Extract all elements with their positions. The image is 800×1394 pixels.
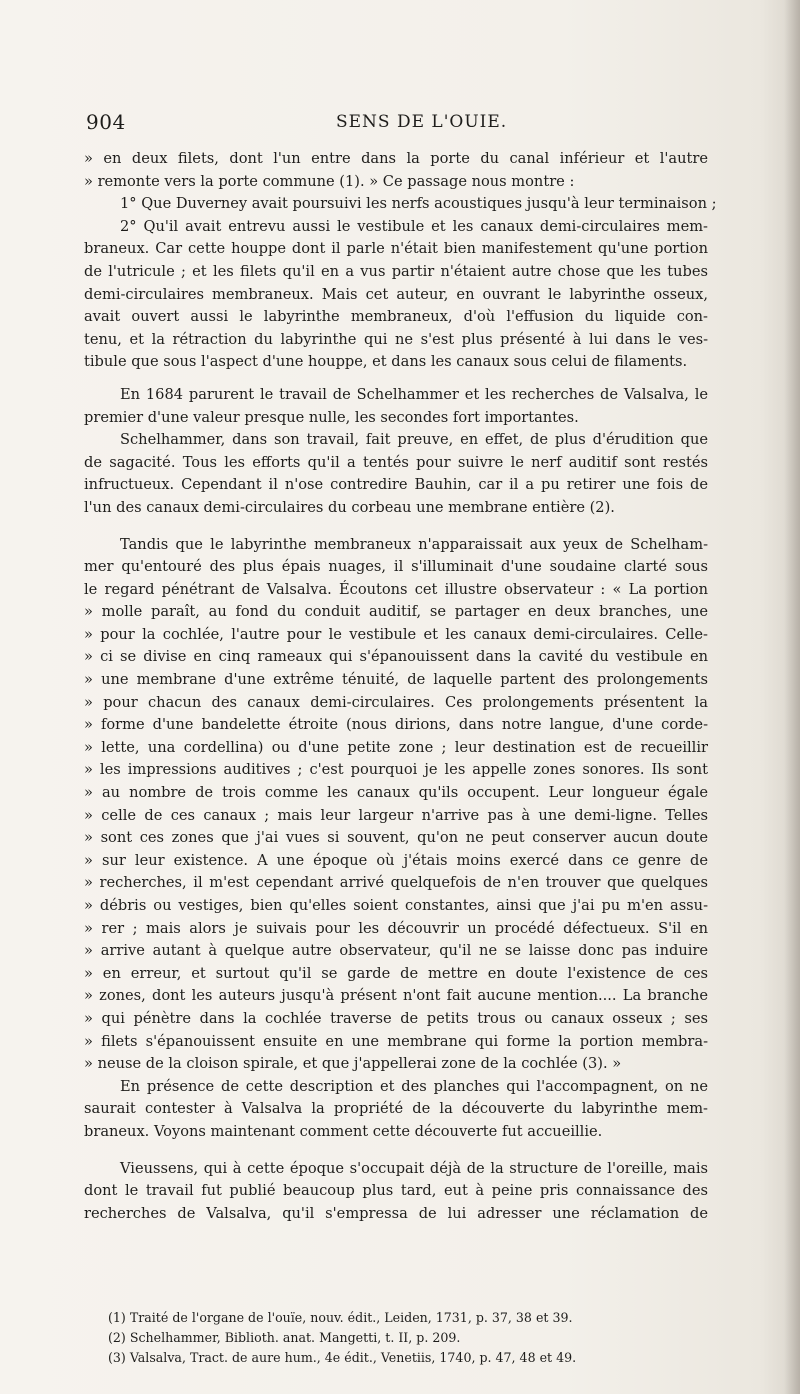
text-line: de l'utricule ; et les filets qu'il en a vus partir n'étaient autre chose que les tubes: [84, 262, 708, 280]
running-title: SENS DE L'OUIE.: [336, 112, 508, 132]
text-line: » zones, dont les auteurs jusqu'à présent n'ont fait aucune mention.... La branche: [84, 987, 708, 1005]
text-line: 1° Que Duverney avait poursuivi les nerfs acoustiques jusqu'à leur terminaison ;: [120, 195, 717, 213]
text-line: » en erreur, et surtout qu'il se garde de mettre en doute l'existence de ces: [84, 964, 708, 982]
text-line: avait ouvert aussi le labyrinthe membraneux, d'où l'effusion du liquide con-: [84, 308, 708, 326]
text-line: Schelhammer, dans son travail, fait preuve, en effet, de plus d'érudition que: [120, 431, 708, 449]
footnote: (1) Traité de l'organe de l'ouïe, nouv. édit., Leiden, 1731, p. 37, 38 et 39.: [108, 1310, 573, 1325]
text-line: » débris ou vestiges, bien qu'elles soient constantes, ainsi que j'ai pu m'en assu-: [84, 897, 708, 914]
text-line: » qui pénètre dans la cochlée traverse de petits trous ou canaux osseux ; ses: [84, 1009, 708, 1027]
text-line: Tandis que le labyrinthe membraneux n'apparaissait aux yeux de Schelham-: [120, 535, 708, 553]
text-line: mer qu'entouré des plus épais nuages, il s'illuminait d'une soudaine clarté sous: [84, 558, 708, 576]
text-line: l'un des canaux demi-circulaires du corbeau une membrane entière (2).: [84, 498, 615, 516]
text-line: » ci se divise en cinq rameaux qui s'épanouissent dans la cavité du vestibule en: [84, 648, 708, 666]
text-line: » rer ; mais alors je suivais pour les découvrir un procédé défectueux. S'il en: [84, 919, 708, 937]
text-line: » filets s'épanouissent ensuite en une membrane qui forme la portion membra-: [84, 1032, 708, 1050]
text-line: En présence de cette description et des planches qui l'accompagnent, on ne: [120, 1077, 708, 1095]
text-line: » arrive autant à quelque autre observateur, qu'il ne se laisse donc pas induire: [84, 942, 708, 960]
text-line: » lette, una cordellina) ou d'une petite zone ; leur destination est de recueillir: [84, 738, 708, 756]
text-line: le regard pénétrant de Valsalva. Écoutons cet illustre observateur : « La portion: [84, 580, 708, 598]
text-line: » au nombre de trois comme les canaux qu'ils occupent. Leur longueur égale: [84, 784, 708, 802]
text-line: braneux. Voyons maintenant comment cette découverte fut accueillie.: [84, 1122, 603, 1140]
text-line: » celle de ces canaux ; mais leur largeur n'arrive pas à une demi-ligne. Telles: [84, 806, 708, 824]
text-line: premier d'une valeur presque nulle, les secondes fort importantes.: [84, 408, 579, 426]
body-text: [84, 148, 717, 1225]
text-line: » sont ces zones que j'ai vues si souvent, qu'on ne peut conserver aucun doute: [84, 829, 708, 847]
text-line: infructueux. Cependant il n'ose contredire Bauhin, car il a pu retirer une fois de: [84, 476, 708, 494]
page-header: [86, 110, 726, 136]
text-line: » neuse de la cloison spirale, et que j'appellerai zone de la cochlée (3). »: [84, 1055, 622, 1073]
text-line: » forme d'une bandelette étroite (nous dirions, dans notre langue, d'une corde-: [84, 716, 708, 734]
text-line: » en deux filets, dont l'un entre dans la porte du canal inférieur et l'autre: [84, 150, 708, 167]
text-line: Vieussens, qui à cette époque s'occupait déjà de la structure de l'oreille, mais: [120, 1159, 708, 1177]
text-line: » recherches, il m'est cependant arrivé quelquefois de n'en trouver que quelques: [84, 874, 708, 892]
text-line: » pour chacun des canaux demi-circulaires. Ces prolongements présentent la: [84, 693, 708, 711]
text-line: dont le travail fut publié beaucoup plus tard, eut à peine pris connaissance des: [84, 1182, 708, 1200]
text-line: 2° Qu'il avait entrevu aussi le vestibule et les canaux demi-circulaires mem-: [120, 217, 708, 235]
text-line: » sur leur existence. A une époque où j'étais moins exercé dans ce genre de: [84, 851, 708, 869]
page-edge-shadow: [784, 0, 800, 1394]
text-line: braneux. Car cette houppe dont il parle n'était bien manifestement qu'une portion: [84, 240, 708, 258]
text-line: En 1684 parurent le travail de Schelhammer et les recherches de Valsalva, le: [120, 385, 708, 403]
text-line: tibule que sous l'aspect d'une houppe, et dans les canaux sous celui de filaments.: [84, 353, 688, 371]
text-line: saurait contester à Valsalva la propriété de la découverte du labyrinthe mem-: [84, 1100, 708, 1118]
text-line: » pour la cochlée, l'autre pour le vestibule et les canaux demi-circulaires. Celle-: [84, 625, 708, 643]
footnote: (2) Schelhammer, Biblioth. anat. Mangetti, t. II, p. 209.: [108, 1330, 461, 1345]
text-line: » une membrane d'une extrême ténuité, de laquelle partent des prolongements: [84, 671, 708, 689]
text-line: tenu, et la rétraction du labyrinthe qui ne s'est plus présenté à lui dans le ves-: [84, 330, 708, 348]
text-line: » les impressions auditives ; c'est pourquoi je les appelle zones sonores. Ils sont: [84, 761, 708, 779]
text-line: de sagacité. Tous les efforts qu'il a tentés pour suivre le nerf auditif sont restés: [84, 453, 708, 471]
text-line: demi-circulaires membraneux. Mais cet auteur, en ouvrant le labyrinthe osseux,: [84, 285, 708, 303]
text-line: » remonte vers la porte commune (1). » Ce passage nous montre :: [84, 172, 575, 190]
text-line: » molle paraît, au fond du conduit auditif, se partager en deux branches, une: [84, 603, 708, 621]
footnote: (3) Valsalva, Tract. de aure hum., 4e édit., Venetiis, 1740, p. 47, 48 et 49.: [108, 1350, 577, 1365]
text-line: recherches de Valsalva, qu'il s'empressa de lui adresser une réclamation de: [84, 1204, 708, 1222]
footnotes: [108, 1308, 708, 1368]
page-number: 904: [86, 110, 126, 134]
